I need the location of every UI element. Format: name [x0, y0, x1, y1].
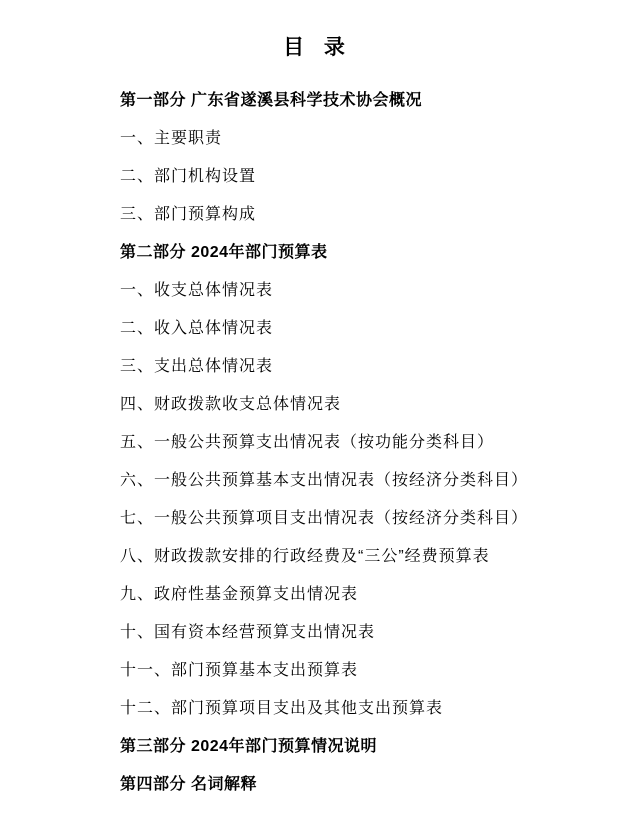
toc-item: 七、一般公共预算项目支出情况表（按经济分类科目） [120, 509, 529, 527]
toc-item: 四、财政拨款收支总体情况表 [120, 395, 342, 413]
toc-item: 八、财政拨款安排的行政经费及“三公”经费预算表 [120, 547, 490, 565]
toc-item: 十、国有资本经营预算支出情况表 [120, 623, 376, 641]
toc-list [120, 79, 629, 801]
toc-item: 三、支出总体情况表 [120, 357, 274, 375]
toc-item: 一、主要职责 [120, 129, 223, 147]
toc-item: 十二、部门预算项目支出及其他支出预算表 [120, 699, 444, 717]
toc-item: 六、一般公共预算基本支出情况表（按经济分类科目） [120, 471, 529, 489]
toc-section-heading: 第三部分 2024年部门预算情况说明 [120, 737, 378, 755]
toc-section-heading: 第一部分 广东省遂溪县科学技术协会概况 [120, 91, 422, 109]
toc-section-heading: 第二部分 2024年部门预算表 [120, 243, 328, 261]
toc-item: 五、一般公共预算支出情况表（按功能分类科目） [120, 433, 495, 451]
toc-item: 二、收入总体情况表 [120, 319, 274, 337]
toc-item: 九、政府性基金预算支出情况表 [120, 585, 359, 603]
toc-item: 一、收支总体情况表 [120, 281, 274, 299]
toc-item: 二、部门机构设置 [120, 167, 257, 185]
toc-section-heading: 第四部分 名词解释 [120, 775, 257, 793]
toc-item: 十一、部门预算基本支出预算表 [120, 661, 359, 679]
toc-item: 三、部门预算构成 [120, 205, 257, 223]
page-title: 目 录 [283, 36, 346, 59]
